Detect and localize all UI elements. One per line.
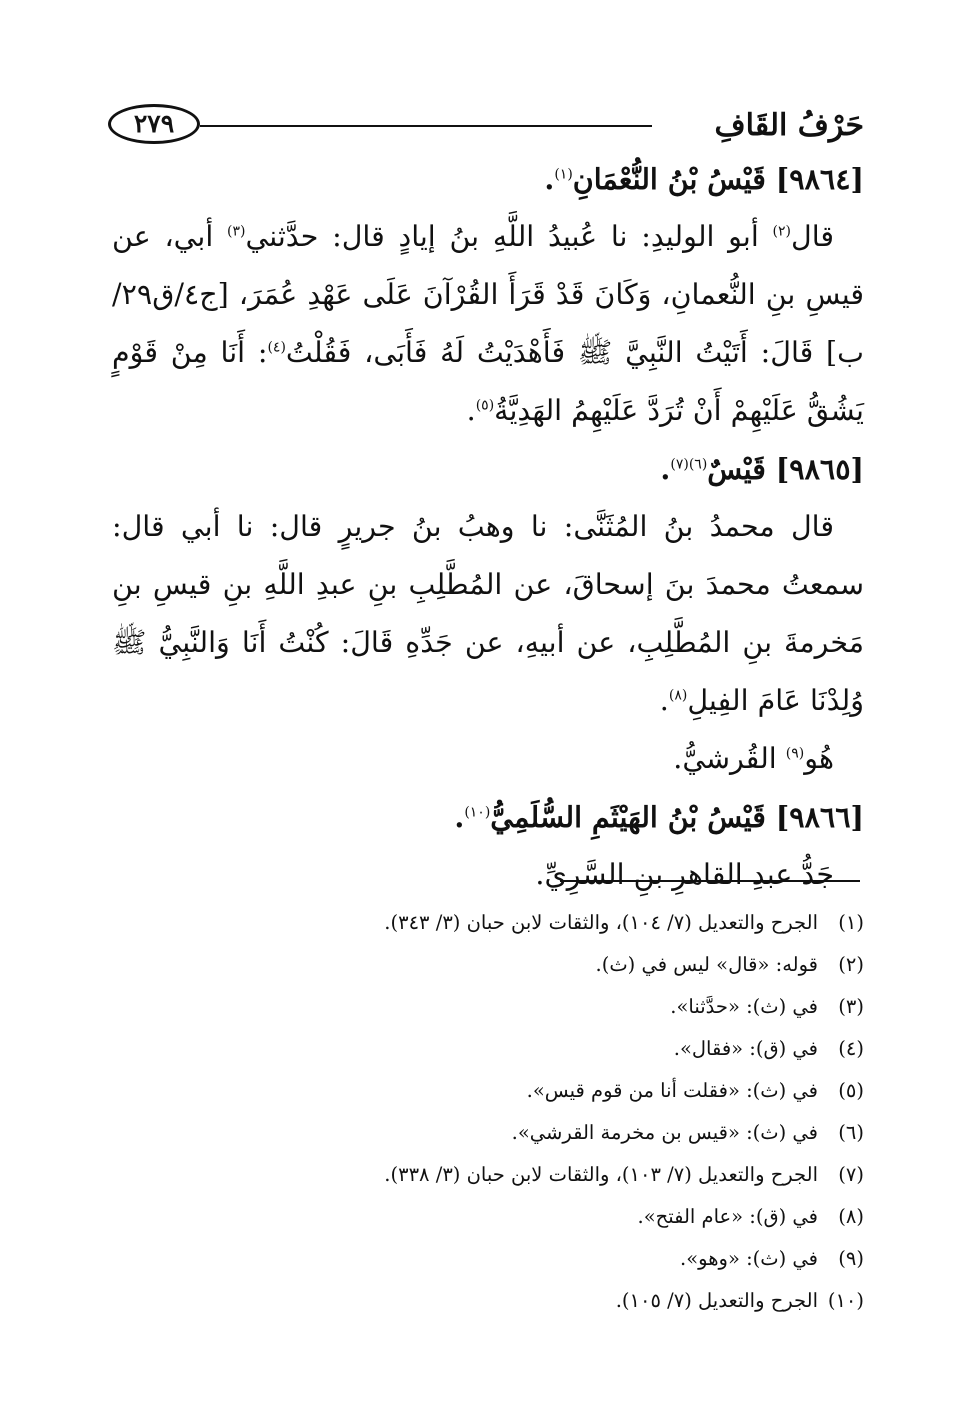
punctuation: . [454, 800, 465, 834]
text-run: قال [790, 220, 834, 253]
footnote-item [112, 1112, 864, 1154]
footnote-item [112, 944, 864, 986]
footnote-ref: (١٠) [464, 804, 491, 821]
footnote-number: (١٠) [827, 1289, 864, 1312]
footnote-text: في (ق): «فقال». [673, 1037, 818, 1060]
page-number: ٢٧٩ [108, 104, 200, 144]
footnote-text: قوله: «قال» ليس في (ث). [595, 953, 818, 976]
entry-text-9865 [112, 498, 864, 730]
main-text [112, 150, 864, 904]
footnote-text: في (ث): «قيس بن مخرمة القرشي». [511, 1121, 818, 1144]
entry-heading-9864 [112, 150, 864, 208]
footnote-ref: (١) [554, 166, 573, 183]
entry-heading-9865 [112, 440, 864, 498]
entry-note-9865 [112, 730, 864, 788]
footnote-text: في (ث): «حدَّثنا». [670, 995, 818, 1018]
text-run: هُو [804, 742, 834, 775]
footnote-number: (٥) [838, 1079, 864, 1102]
footnote-ref: (٤) [267, 339, 286, 356]
footnote-item [112, 1070, 864, 1112]
punctuation: . [544, 162, 555, 196]
text-run: : أَنَا مِنْ قَوْمٍ يَشُقُّ عَلَيْهِمْ أَنْ تُرَدَّ عَلَيْهِمُ الهَدِيَّةُ [112, 336, 864, 427]
footnote-item [112, 1028, 864, 1070]
footnote-number: (٢) [838, 953, 864, 976]
entry-text-9864 [112, 208, 864, 440]
footnote-number: (٣) [838, 995, 864, 1018]
text-run: أبو الوليدِ: نا عُبيدُ اللَّهِ بنُ إيادٍ قال: حدَّثني [245, 220, 773, 253]
footnote-text: في (ق): «عام الفتح». [637, 1205, 818, 1228]
footnote-item [112, 1196, 864, 1238]
footnote-text: الجرح والتعديل (٧/ ١٠٥). [615, 1289, 818, 1312]
punctuation: . [660, 452, 671, 486]
footnote-ref: (٨) [668, 687, 688, 704]
entry-heading-9866 [112, 788, 864, 846]
text-run: القُرشيُّ. [673, 742, 786, 775]
footnote-item [112, 1238, 864, 1280]
footnote-number: (١) [838, 911, 864, 934]
footnote-item [112, 902, 864, 944]
text-run: أبي، عن قيسِ بنِ النُّعمانِ، وَكَانَ قَدْ قَرَأَ القُرْآنَ عَلَى عَهْدِ عُمَرَ، [ج٤/ق٢٩/ب] قَالَ: أَتَيْتُ النَّبِيَّ ﷺ فَأَهْدَيْتُ لَهُ فَأَبَى، فَقُلْتُ [112, 220, 864, 369]
footnote-separator [560, 880, 860, 882]
footnote-text: الجرح والتعديل (٧/ ١٠٣)، والثقات لابن حبان (٣/ ٣٣٨). [384, 1163, 818, 1186]
footnotes [112, 902, 864, 1322]
footnote-number: (٩) [838, 1247, 864, 1270]
footnote-ref: (٥) [475, 397, 495, 414]
entry-title: [٩٨٦٥] قَيْسٌ [707, 452, 864, 486]
footnote-number: (٦) [838, 1121, 864, 1144]
footnote-number: (٤) [838, 1037, 864, 1060]
text-run: قال محمدُ بنُ المُثَنَّى: نا وهبُ بنُ جريرٍ قال: نا أبي قال: سمعتُ محمدَ بنَ إسحاقَ، عن المُطَّلِبِ بنِ عبدِ اللَّهِ بنِ قيسِ بنِ مَخرمةَ بنِ المُطَّلِبِ، عن أبيهِ، عن جَدِّهِ قَالَ: كُنْتُ أَنَا وَالنَّبِيُّ ﷺ وُلِدْنَا عَامَ الفِيلِ [112, 510, 864, 717]
footnote-ref: (٢) [772, 223, 791, 240]
page-header [108, 104, 864, 154]
footnote-text: الجرح والتعديل (٧/ ١٠٤)، والثقات لابن حبان (٣/ ٣٤٣). [384, 911, 818, 934]
footnote-item [112, 1280, 864, 1322]
footnote-item [112, 1154, 864, 1196]
footnote-item [112, 986, 864, 1028]
footnote-text: في (ث): «فقلت أنا من قوم قيس». [526, 1079, 818, 1102]
entry-title: [٩٨٦٦] قَيْسُ بْنُ الهَيْثَمِ السُّلَمِيُّ [490, 800, 864, 834]
text-run: . [466, 394, 476, 427]
footnote-ref: (٦)(٧) [670, 456, 708, 473]
text-run: . [659, 684, 669, 717]
footnote-number: (٨) [838, 1205, 864, 1228]
header-rule [200, 125, 652, 127]
footnote-ref: (٩) [785, 745, 805, 762]
entry-note-9866: جَدُّ عبدِ القاهرِ بنِ السَّرِيِّ. [535, 858, 834, 891]
footnote-text: في (ث): «وهو». [680, 1247, 818, 1270]
footnote-ref: (٣) [227, 223, 246, 240]
running-title: حَرْفُ القَافِ [714, 108, 864, 143]
footnote-number: (٧) [838, 1163, 864, 1186]
entry-title: [٩٨٦٤] قَيْسُ بْنُ النُّعْمَانِ [572, 162, 864, 196]
